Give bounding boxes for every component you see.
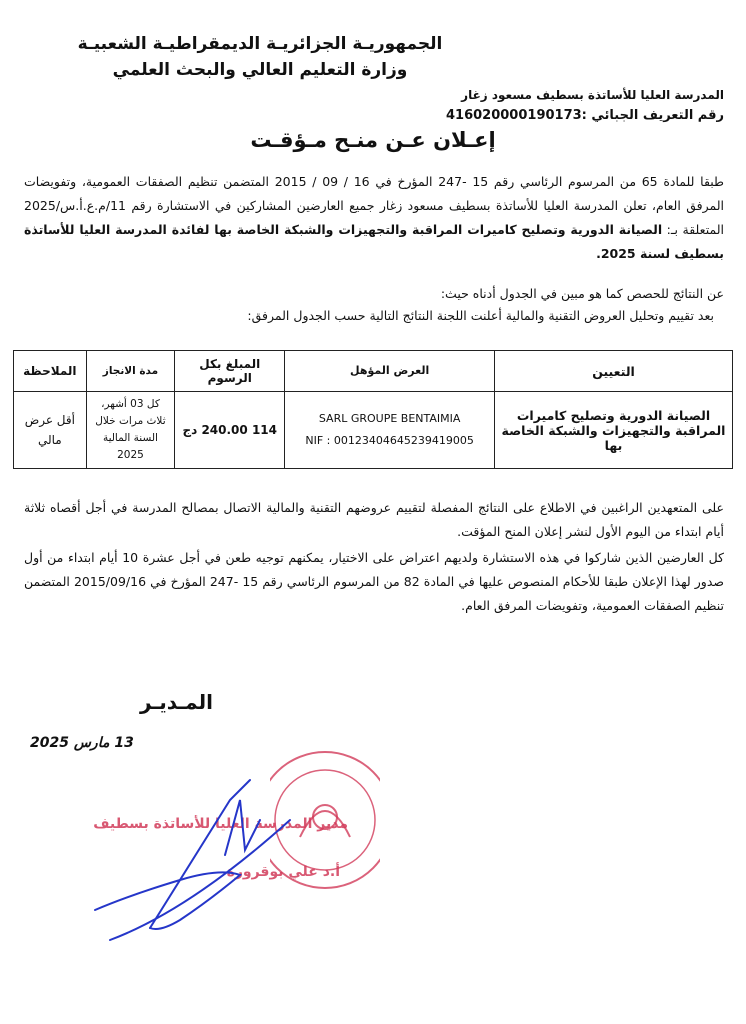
document-title: إعـلان عـن منـح مـؤقـت: [250, 128, 496, 152]
evaluation-line: بعد تقييم وتحليل العروض التقنية والمالية أعلنت اللجنة النتائج التالية حسب الجدول المرفق:: [247, 308, 714, 323]
appeal-paragraph: كل العارضين الذين شاركوا في هذه الاستشارة ولديهم اعتراض على الاختيار، يمكنهم توجيه طعن في أجل عشرة 10 أيام ابتداء من أول صدور لهذا الإعلان طبقا للأحكام المنصوص عليها في المادة 82 من المرسوم الرئاسي رقم 15 -247 المؤرخ في 2015/09/16 المتضمن تنظيم الصفقات العمومية، وتفويضات المرفق العام.: [24, 550, 725, 613]
header-amount: المبلغ بكل الرسوم: [175, 351, 285, 392]
cell-amount: 114 240.00 دج: [175, 392, 285, 469]
cell-note: أقل عرض مالي: [14, 392, 87, 469]
stamp-name: أ.د علي بوقرورة: [226, 864, 340, 880]
republic-header: الجمهوريـة الجزائريـة الديمقراطيـة الشعبيـة: [77, 34, 443, 54]
header-duration: مدة الانجاز: [86, 351, 175, 392]
consultation-subject: الصيانة الدورية وتصليح كاميرات المراقبة والتجهيزات والشبكة الخاصة بها لفائدة المدرسة العليا للأساتذة بسطيف لسنة 2025.: [24, 222, 724, 261]
school-name: المدرسة العليا للأساتذة بسطيف مسعود زغار: [461, 88, 724, 102]
header-assignment: التعيين: [495, 351, 733, 392]
results-table: [13, 350, 733, 469]
offer-nif: NIF : 00123404645239419005: [305, 434, 474, 447]
table-row: [14, 392, 733, 469]
table-header-row: [14, 351, 733, 392]
ministry-header: وزارة التعليم العالي والبحث العلمي: [112, 60, 408, 80]
cell-duration: كل 03 أشهر، ثلاث مرات خلال السنة المالية 2025: [86, 392, 175, 469]
handwritten-signature: [90, 760, 310, 950]
tax-id: رقم التعريف الجبائي :416020000190173: [445, 108, 724, 123]
cell-offer: [285, 392, 495, 469]
header-note: الملاحظة: [14, 351, 87, 392]
header-offer: العرض المؤهل: [285, 351, 495, 392]
signature-date: 13 مارس 2025: [30, 735, 134, 751]
intro-paragraph: [24, 170, 724, 266]
info-paragraph: على المتعهدين الراغبين في الاطلاع على النتائج المفصلة لتقييم عروضهم التقنية والمالية الاتصال بمصالح المدرسة في أجل أقصاه ثلاثة أيام ابتداء من اليوم الأول لنشر إعلان المنح المؤقت.: [24, 500, 724, 539]
results-line: عن النتائج للحصص كما هو مبين في الجدول أدناه حيث:: [440, 286, 724, 301]
offer-company: SARL GROUPE BENTAIMIA: [318, 412, 461, 425]
intro-text: طبقا للمادة 65 من المرسوم الرئاسي رقم 15 -247 المؤرخ في 16 / 09 / 2015 المتضمن تنظيم الصفقات العمومية، وتفويضات المرفق العام، تعلن المدرسة العليا للأساتذة بسطيف مسعود زغار جميع العارضين المشاركين في الاستشارة رقم 11/م.ع.أ.س/2025 المتعلقة بـ:: [24, 174, 725, 237]
stamp-title: مدير المدرسة العليا للأساتذة بسطيف: [93, 816, 348, 832]
director-title: المـديـر: [140, 690, 213, 714]
cell-assignment: الصيانة الدورية وتصليح كاميرات المراقبة والتجهيزات والشبكة الخاصة بها: [495, 392, 733, 469]
